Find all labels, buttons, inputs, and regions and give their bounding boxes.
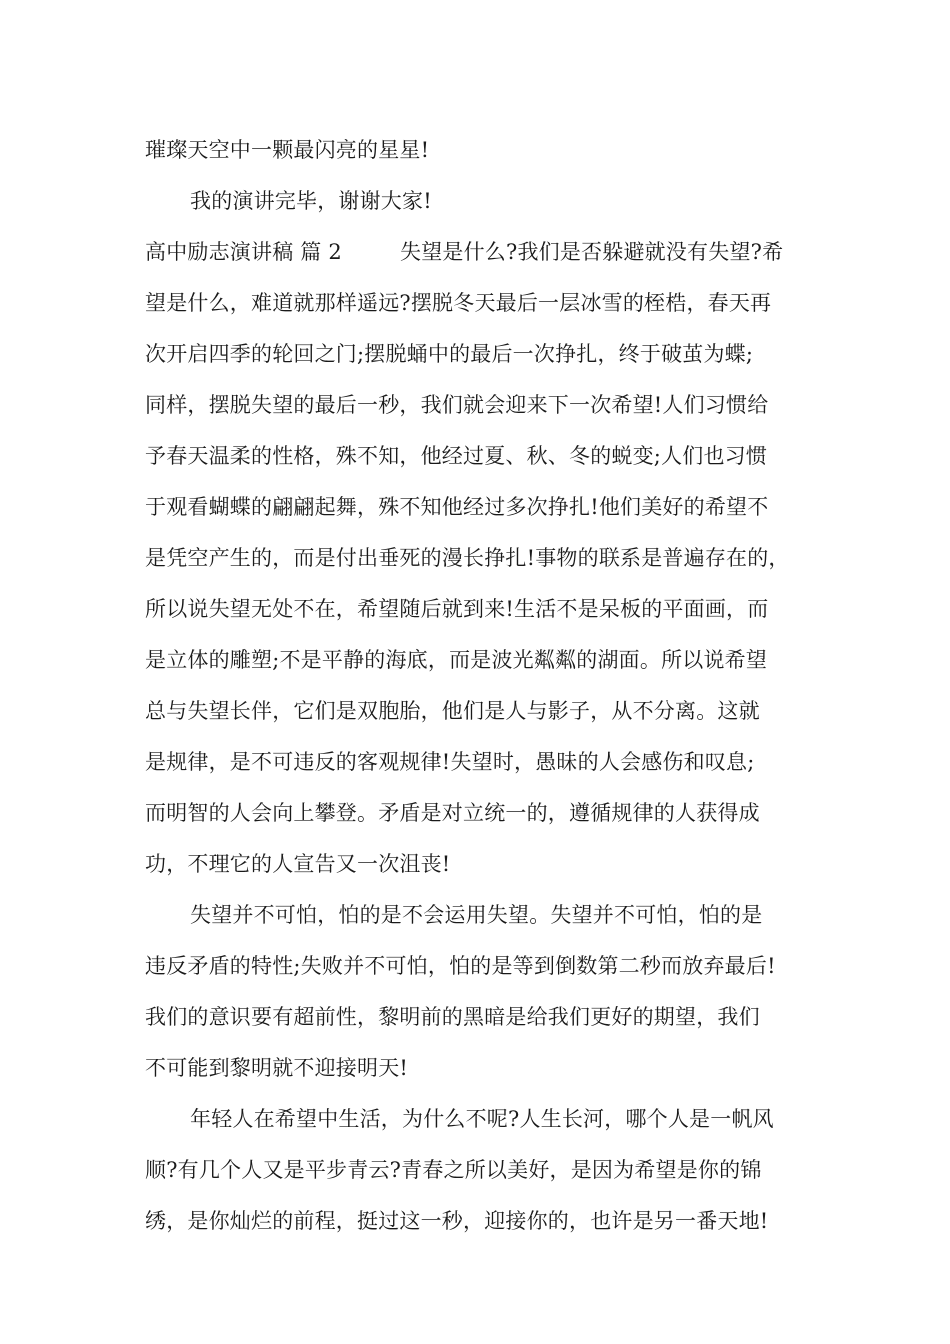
paragraph-line: 绣，是你灿烂的前程，挺过这一秒，迎接你的，也许是另一番天地! [145, 1209, 769, 1233]
paragraph-line: 望是什么，难道就那样遥远?摆脱冬天最后一层冰雪的桎梏，春天再 [145, 291, 772, 315]
paragraph-line: 我们的意识要有超前性，黎明前的黑暗是给我们更好的期望，我们 [145, 1005, 760, 1029]
paragraph-line: 同样，摆脱失望的最后一秒，我们就会迎来下一次希望!人们习惯给 [145, 393, 769, 417]
paragraph-line: 是立体的雕塑;不是平静的海底，而是波光粼粼的湖面。所以说希望 [145, 648, 768, 672]
paragraph-line: 总与失望长伴，它们是双胞胎，他们是人与影子，从不分离。这就 [145, 699, 760, 723]
paragraph-line: 是凭空产生的，而是付出垂死的漫长挣扎!事物的联系是普遍存在的， [145, 546, 790, 570]
paragraph-line: 予春天温柔的性格，殊不知，他经过夏、秋、冬的蜕变;人们也习惯 [145, 444, 768, 468]
section-title: 高中励志演讲稿 篇 2 [145, 240, 342, 264]
section-heading-line [145, 226, 805, 278]
paragraph-line: 违反矛盾的特性;失败并不可怕，怕的是等到倒数第二秒而放弃最后! [145, 954, 776, 978]
paragraph-line: 顺?有几个人又是平步青云?青春之所以美好，是因为希望是你的锦 [145, 1158, 762, 1182]
paragraph-line: 失望是什么?我们是否躲避就没有失望?希 [400, 240, 784, 264]
paragraph-line: 不可能到黎明就不迎接明天! [145, 1056, 409, 1080]
paragraph-line: 而明智的人会向上攀登。矛盾是对立统一的，遵循规律的人获得成 [145, 801, 760, 825]
paragraph-line: 璀璨天空中一颗最闪亮的星星! [145, 138, 430, 162]
paragraph-line: 年轻人在希望中生活，为什么不呢?人生长河，哪个人是一帆风 [190, 1107, 774, 1131]
paragraph-line: 所以说失望无处不在，希望随后就到来!生活不是呆板的平面画，而 [145, 597, 769, 621]
paragraph-line: 于观看蝴蝶的翩翩起舞，殊不知他经过多次挣扎!他们美好的希望不 [145, 495, 769, 519]
paragraph-line: 是规律，是不可违反的客观规律!失望时，愚昧的人会感伤和叹息; [145, 750, 755, 774]
paragraph-line: 我的演讲完毕，谢谢大家! [190, 189, 432, 213]
paragraph-line: 功，不理它的人宣告又一次沮丧! [145, 852, 451, 876]
paragraph-line: 失望并不可怕，怕的是不会运用失望。失望并不可怕，怕的是 [190, 903, 763, 927]
paragraph-line: 次开启四季的轮回之门;摆脱蛹中的最后一次挣扎，终于破茧为蝶; [145, 342, 754, 366]
